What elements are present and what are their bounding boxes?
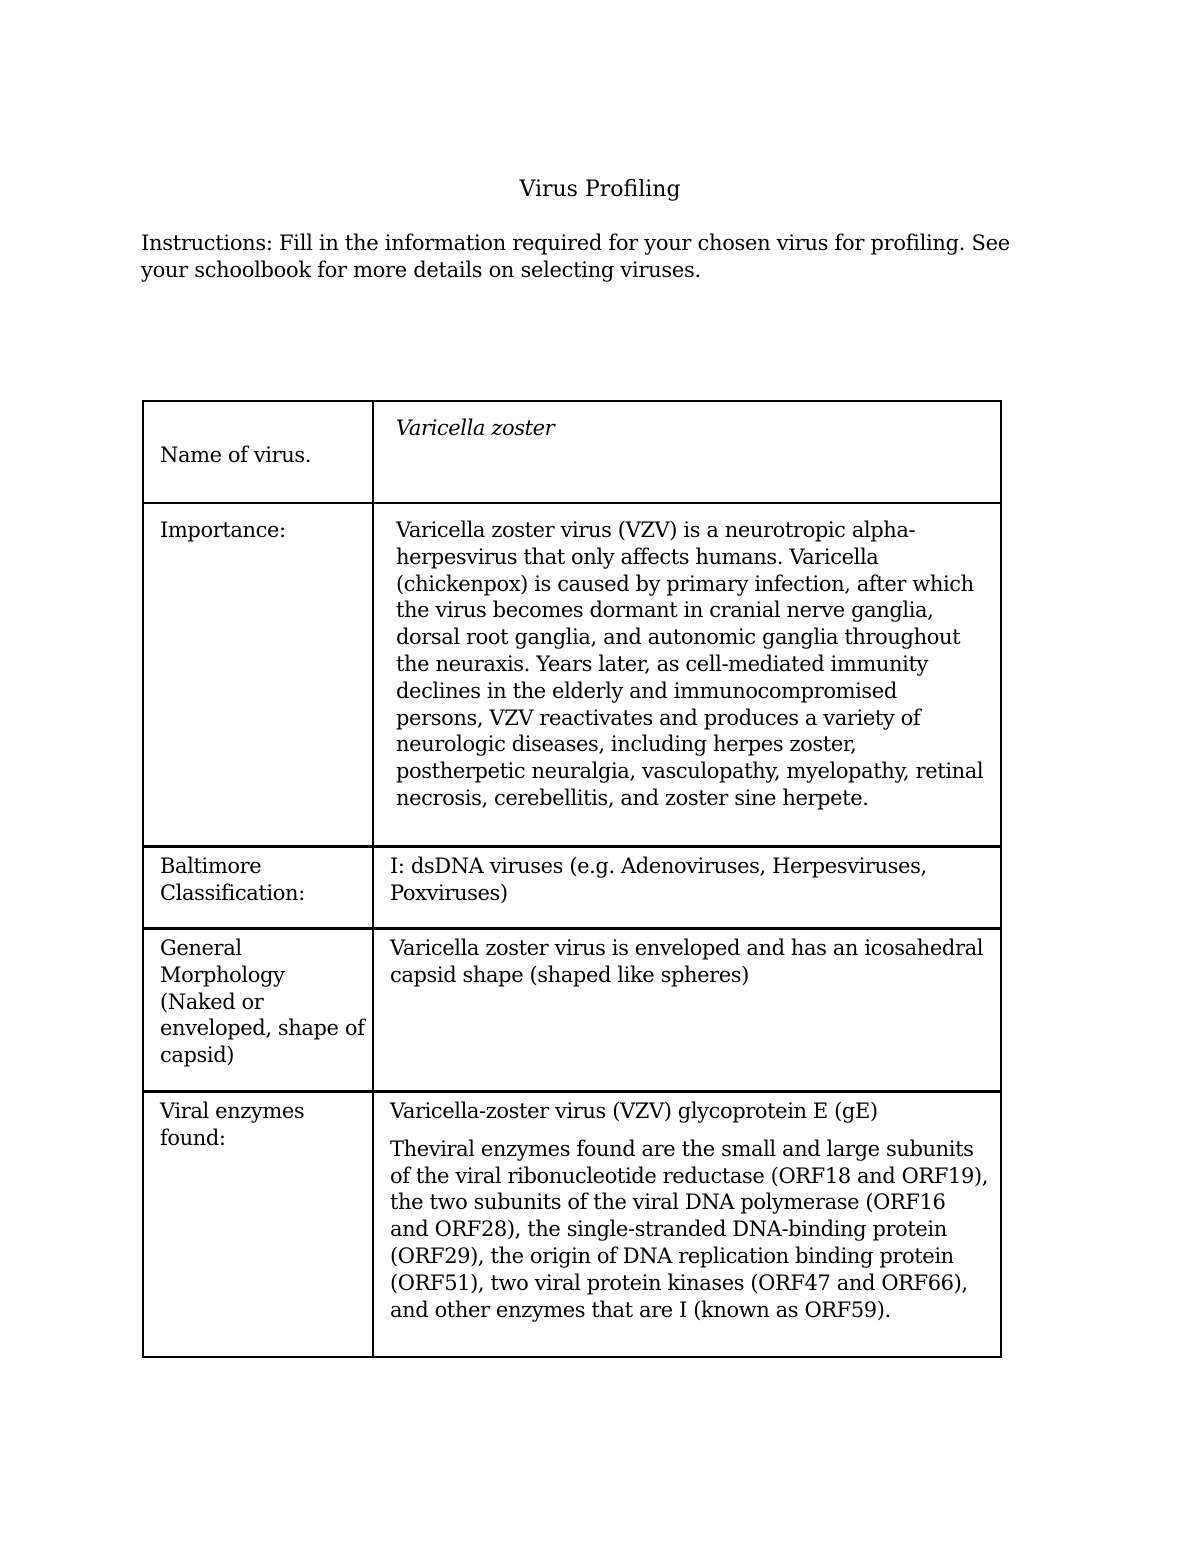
- row-value: [373, 1092, 1001, 1358]
- row-label: Name of virus.: [143, 401, 373, 503]
- virus-profile-table: [142, 400, 1002, 1358]
- enzymes-value-list: Theviral enzymes found are the small and large subunits of the viral ribonucleotide reductase (ORF18 and ORF19), the two subunits of the viral DNA polymerase (ORF16 and ORF28), the single-stranded DNA-binding protein (ORF29), the origin of DNA replication binding protein (ORF51), two viral protein kinases (ORF47 and ORF66), and other enzymes that are I (known as ORF59).: [390, 1136, 989, 1322]
- table-row-name: [143, 401, 1001, 503]
- table-row-baltimore: [143, 847, 1001, 929]
- row-label: General Morphology (Naked or enveloped, shape of capsid): [143, 929, 373, 1092]
- enzymes-value-glycoprotein: Varicella-zoster virus (VZV) glycoprotein E (gE): [390, 1099, 878, 1123]
- row-value: [373, 847, 1001, 929]
- row-label: Viral enzymes found:: [143, 1092, 373, 1358]
- table-row-importance: [143, 503, 1001, 847]
- importance-value: Varicella zoster virus (VZV) is a neurotropic alpha-herpesvirus that only affects humans. Varicella (chickenpox) is caused by primary infection, after which the virus becomes dormant in cranial nerve ganglia, dorsal root ganglia, and autonomic ganglia throughout the neuraxis. Years later, as cell-mediated immunity declines in the elderly and immunocompromised persons, VZV reactivates and produces a variety of neurologic diseases, including herpes zoster, postherpetic neuralgia, vasculopathy, myelopathy, retinal necrosis, cerebellitis, and zoster sine herpete.: [396, 518, 984, 810]
- virus-name-value: Varicella zoster: [396, 416, 555, 440]
- row-label: Importance:: [143, 503, 373, 847]
- table-row-morphology: [143, 929, 1001, 1092]
- instructions-text: Instructions: Fill in the information required for your chosen virus for profiling. See your schoolbook for more details on selecting viruses.: [141, 231, 1010, 282]
- baltimore-value: I: dsDNA viruses (e.g. Adenoviruses, Herpesviruses, Poxviruses): [390, 854, 927, 905]
- row-value: [373, 929, 1001, 1092]
- row-label: Baltimore Classification:: [143, 847, 373, 929]
- page-title: Virus Profiling: [519, 177, 681, 202]
- row-value: [373, 503, 1001, 847]
- table-row-enzymes: [143, 1092, 1001, 1358]
- morphology-value: Varicella zoster virus is enveloped and has an icosahedral capsid shape (shaped like spheres): [390, 936, 984, 987]
- row-value: [373, 401, 1001, 503]
